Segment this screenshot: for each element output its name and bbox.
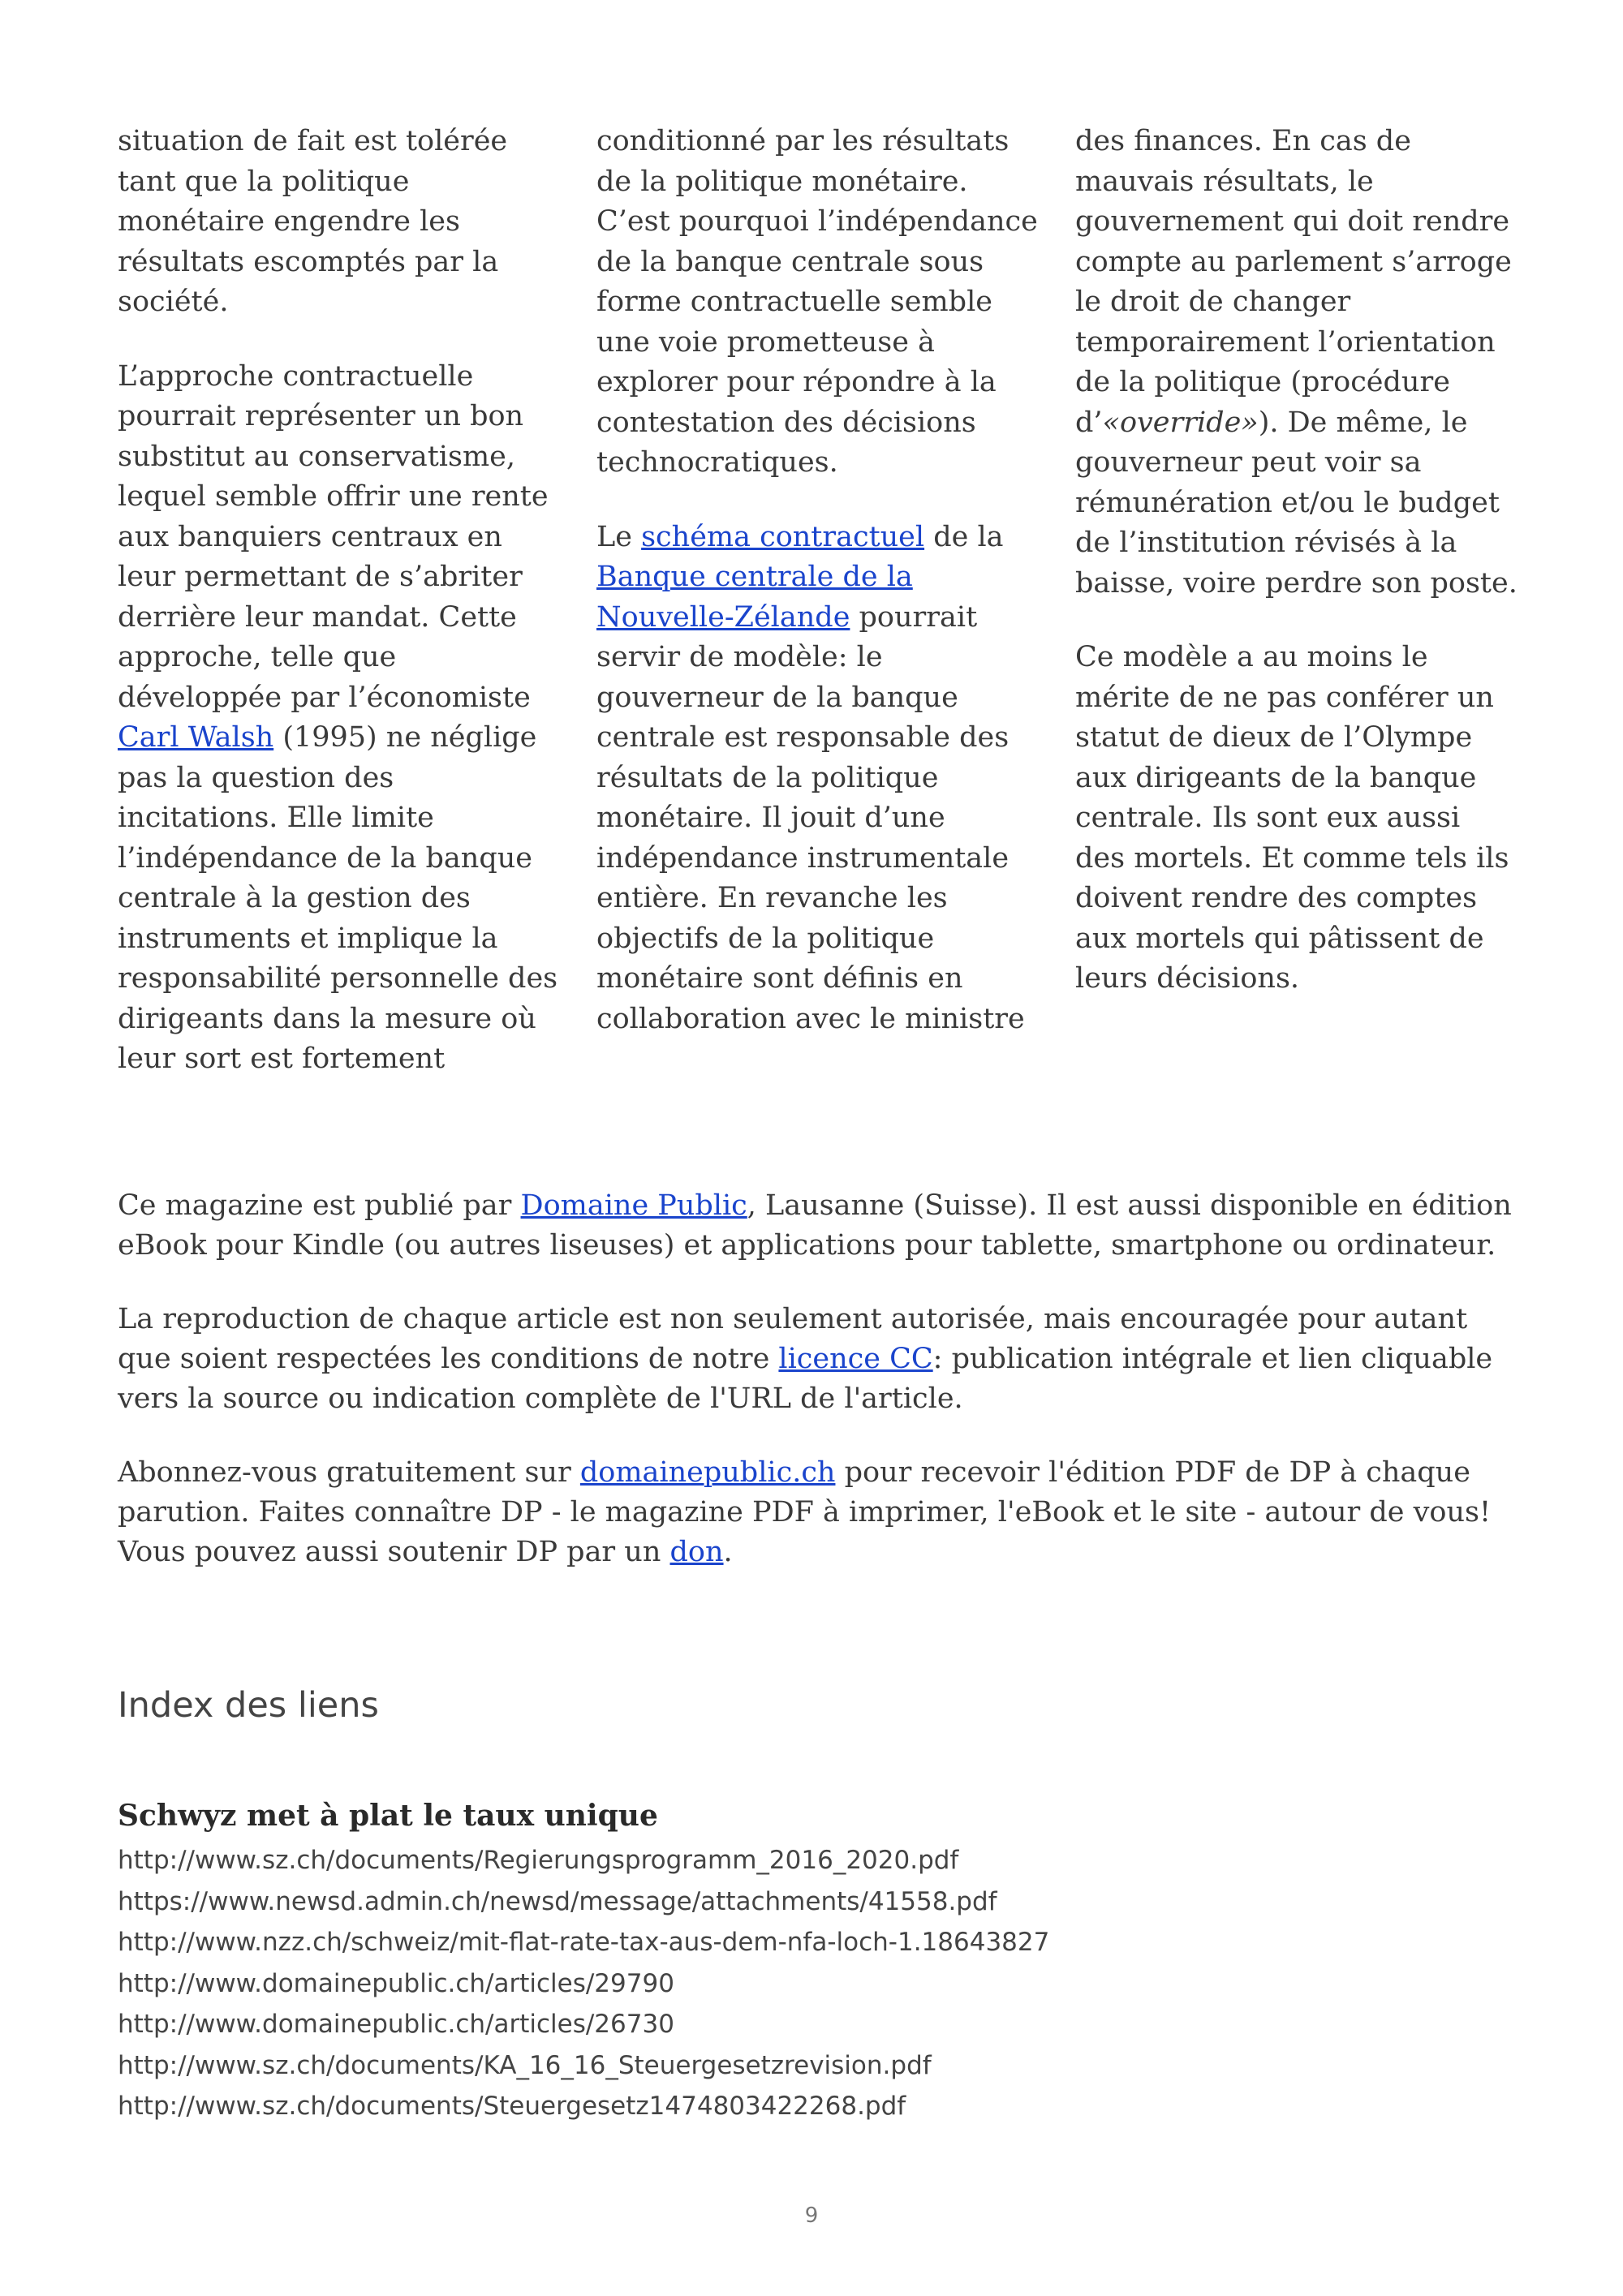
link-domainepublic-ch[interactable]: domainepublic.ch	[579, 1456, 836, 1489]
article-column-2	[596, 122, 1039, 1114]
override-term: «override»	[1102, 406, 1259, 439]
link-banque-centrale-nz[interactable]: Banque centrale de la Nouvelle-Zélande	[596, 561, 913, 634]
index-url-item: http://www.sz.ch/documents/KA_16_16_Steuergesetzrevision.pdf	[118, 2050, 932, 2080]
article-paragraph: Le schéma contractuel de la Banque centrale de la Nouvelle-Zélande pourrait servir de modèle: le gouverneur de la banque centrale est responsable des résultats de la politique monétaire. Il jouit d’une indépendance instrumentale entière. En revanche les objectifs de la politique monétaire sont définis en collaboration avec le ministre	[596, 520, 1025, 1035]
article-paragraph: des finances. En cas de mauvais résultats, le gouvernement qui doit rendre compte au parlement s’arroge le droit de changer temporairement l’orientation de la politique (procédure d’«override»). De même, le gouverneur peut voir sa rémunération et/ou le budget de l’institution révisés à la baisse, voire perdre son poste.	[1075, 125, 1518, 600]
index-url-item: http://www.domainepublic.ch/articles/29790	[118, 1968, 674, 1998]
article-column-1	[118, 122, 560, 1114]
index-url-list	[118, 1840, 1497, 2127]
article-paragraph: Ce modèle a au moins le mérite de ne pas conférer un statut de dieux de l’Olympe aux dirigeants de la banque centrale. Ils sont eux aussi des mortels. Et comme tels ils doivent rendre des comptes aux mortels qui pâtissent de leurs décisions.	[1075, 641, 1509, 995]
article-column-3	[1075, 122, 1518, 1114]
index-url-item: https://www.newsd.admin.ch/newsd/message/attachments/41558.pdf	[118, 1886, 997, 1916]
footer-paragraph-subscribe: Abonnez-vous gratuitement sur domainepublic.ch pour recevoir l'édition PDF de DP à chaque parution. Faites connaître DP - le magazine PDF à imprimer, l'eBook et le site - autour de vous! Vous pouvez aussi soutenir DP par un don.	[118, 1456, 1492, 1568]
index-url-item: http://www.sz.ch/documents/Steuergesetz1474803422268.pdf	[118, 2092, 906, 2121]
article-paragraph: conditionné par les résultats de la politique monétaire. C’est pourquoi l’indépendance de la banque centrale sous forme contractuelle semble une voie prometteuse à explorer pour répondre à la contestation des décisions technocratiques.	[596, 125, 1038, 479]
index-heading: Index des liens	[118, 1685, 379, 1726]
footer-paragraph-license: La reproduction de chaque article est non seulement autorisée, mais encouragée pour autant que soient respectées les conditions de notre licence CC: publication intégrale et lien cliquable vers la source ou indication complète de l'URL de l'article.	[118, 1303, 1493, 1415]
article-columns	[118, 122, 1518, 1114]
index-url-item: http://www.domainepublic.ch/articles/26730	[118, 2010, 674, 2039]
article-paragraph: L’approche contractuelle pourrait représenter un bon substitut au conservatisme, lequel semble offrir une rente aux banquiers centraux en leur permettant de s’abriter derrière leur mandat. Cette approche, telle que développée par l’économiste Carl Walsh (1995) ne néglige pas la question des incitations. Elle limite l’indépendance de la banque centrale à la gestion des instruments et implique la responsabilité personnelle des dirigeants dans la mesure où leur sort est fortement	[118, 359, 558, 1075]
index-url-item: http://www.sz.ch/documents/Regierungsprogramm_2016_2020.pdf	[118, 1846, 959, 1875]
page-number: 9	[804, 2204, 819, 2228]
link-domaine-public[interactable]: Domaine Public	[520, 1189, 747, 1222]
article-paragraph: situation de fait est tolérée tant que la politique monétaire engendre les résultats escomptés par la société.	[118, 125, 508, 318]
link-schema-contractuel[interactable]: schéma contractuel	[641, 520, 925, 553]
link-carl-walsh[interactable]: Carl Walsh	[118, 721, 274, 754]
link-licence-cc[interactable]: licence CC	[778, 1343, 933, 1375]
publisher-footer	[118, 1186, 1513, 1606]
footer-paragraph-publisher: Ce magazine est publié par Domaine Public, Lausanne (Suisse). Il est aussi disponible en édition eBook pour Kindle (ou autres liseuses) et applications pour tablette, smartphone ou ordinateur.	[118, 1189, 1512, 1262]
link-don[interactable]: don	[669, 1536, 724, 1568]
index-article-title: Schwyz met à plat le taux unique	[118, 1799, 658, 1833]
index-url-item: http://www.nzz.ch/schweiz/mit-flat-rate-tax-aus-dem-nfa-loch-1.18643827	[118, 1928, 1050, 1957]
